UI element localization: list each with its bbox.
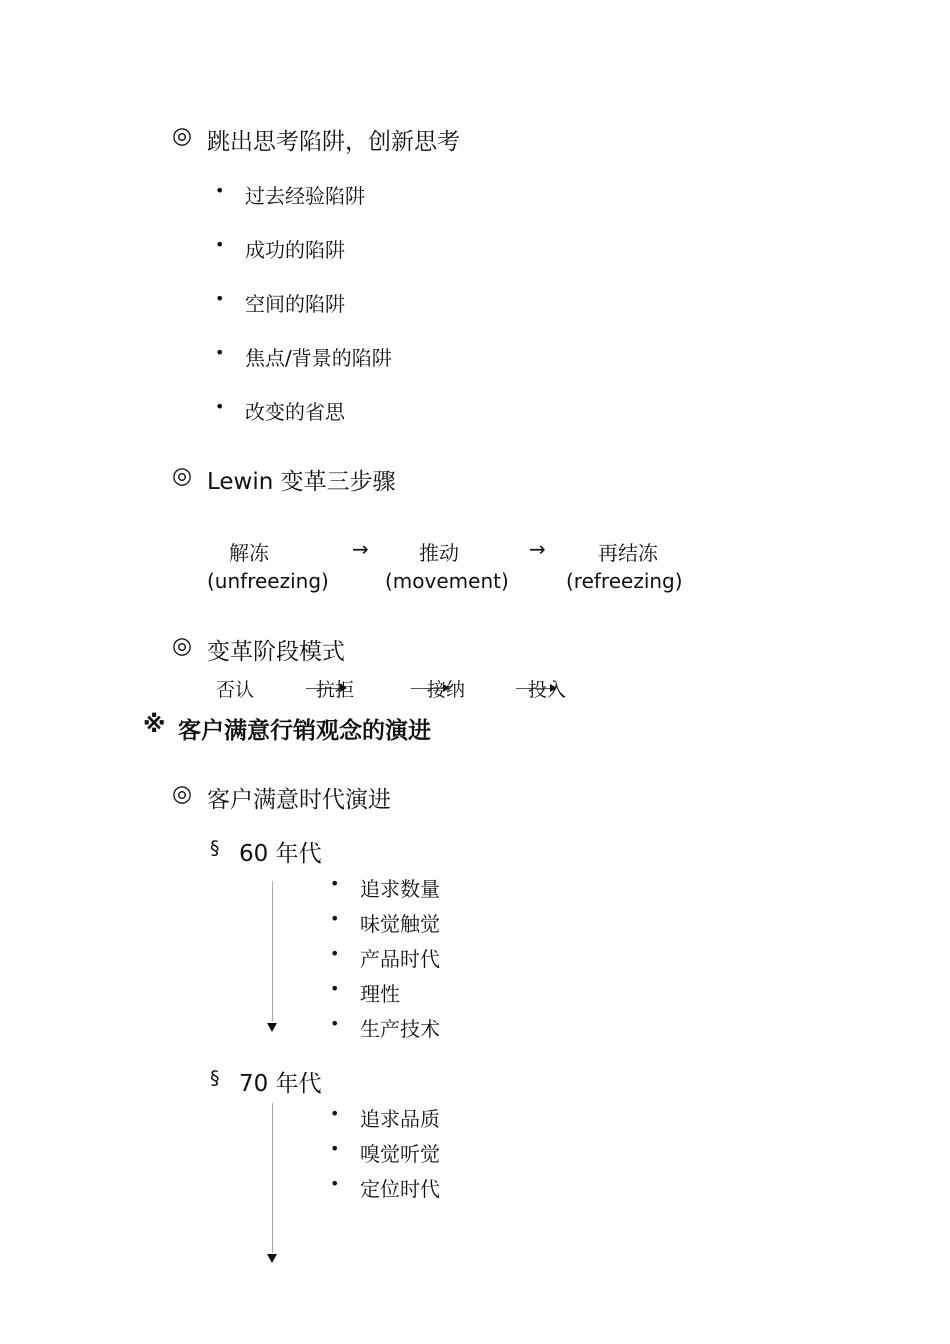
bullet-icon: • [215, 343, 225, 362]
lewin-step-en: (unfreezing) [207, 569, 329, 593]
section-title-thinking-traps: 跳出思考陷阱，创新思考 [207, 129, 460, 155]
arrow-right-icon: → [352, 537, 369, 561]
stage-label: 抗拒 [316, 679, 355, 701]
bullet-icon: • [330, 1139, 340, 1158]
arrow-down-icon [267, 1023, 277, 1032]
bullet-icon: • [330, 874, 340, 893]
era-label: 60 年代 [239, 841, 322, 867]
lewin-step-zh: 解冻 [229, 541, 269, 565]
bullet-icon: • [330, 1104, 340, 1123]
bullet-icon: • [330, 979, 340, 998]
list-item: 过去经验陷阱 [245, 184, 365, 208]
section-sign: § [210, 837, 220, 859]
arrow-down-icon [267, 1254, 277, 1263]
era-label: 70 年代 [239, 1071, 322, 1097]
lewin-step-zh: 推动 [419, 541, 459, 565]
bullet-icon: • [330, 909, 340, 928]
lewin-step-en: (refreezing) [566, 569, 683, 593]
timeline-line [272, 1103, 273, 1253]
list-item: 理性 [360, 982, 400, 1006]
section-marker: ◎ [172, 463, 193, 489]
lewin-step-en: (movement) [385, 569, 509, 593]
bullet-icon: • [215, 397, 225, 416]
bullet-icon: • [215, 289, 225, 308]
list-item: 改变的省思 [245, 400, 345, 424]
arrow-right-icon: → [529, 537, 546, 561]
main-heading: 客户满意行销观念的演进 [178, 718, 431, 744]
section-marker: ◎ [172, 781, 193, 807]
list-item: 成功的陷阱 [245, 238, 345, 262]
bullet-icon: • [330, 944, 340, 963]
section-marker: ◎ [172, 633, 193, 659]
list-item: 空间的陷阱 [245, 292, 345, 316]
section-title-eras: 客户满意时代演进 [207, 787, 391, 813]
timeline-line [272, 881, 273, 1021]
list-item: 生产技术 [360, 1017, 440, 1041]
heading-marker: ※ [143, 712, 166, 738]
section-title-lewin: Lewin 变革三步骤 [207, 469, 396, 495]
bullet-icon: • [215, 235, 225, 254]
stage-label: 接纳 [427, 679, 466, 701]
list-item: 追求品质 [360, 1107, 440, 1131]
list-item: 焦点/背景的陷阱 [245, 346, 392, 370]
section-title-change-stages: 变革阶段模式 [207, 639, 345, 665]
bullet-icon: • [215, 181, 225, 200]
list-item: 嗅觉听觉 [360, 1142, 440, 1166]
stage-label: 否认 [216, 679, 255, 701]
stage-label: 投入 [528, 679, 567, 701]
section-marker: ◎ [172, 123, 193, 149]
bullet-icon: • [330, 1014, 340, 1033]
list-item: 产品时代 [360, 947, 440, 971]
list-item: 味觉触觉 [360, 912, 440, 936]
list-item: 追求数量 [360, 877, 440, 901]
section-sign: § [210, 1067, 220, 1089]
list-item: 定位时代 [360, 1177, 440, 1201]
lewin-step-zh: 再结冻 [598, 541, 658, 565]
bullet-icon: • [330, 1174, 340, 1193]
